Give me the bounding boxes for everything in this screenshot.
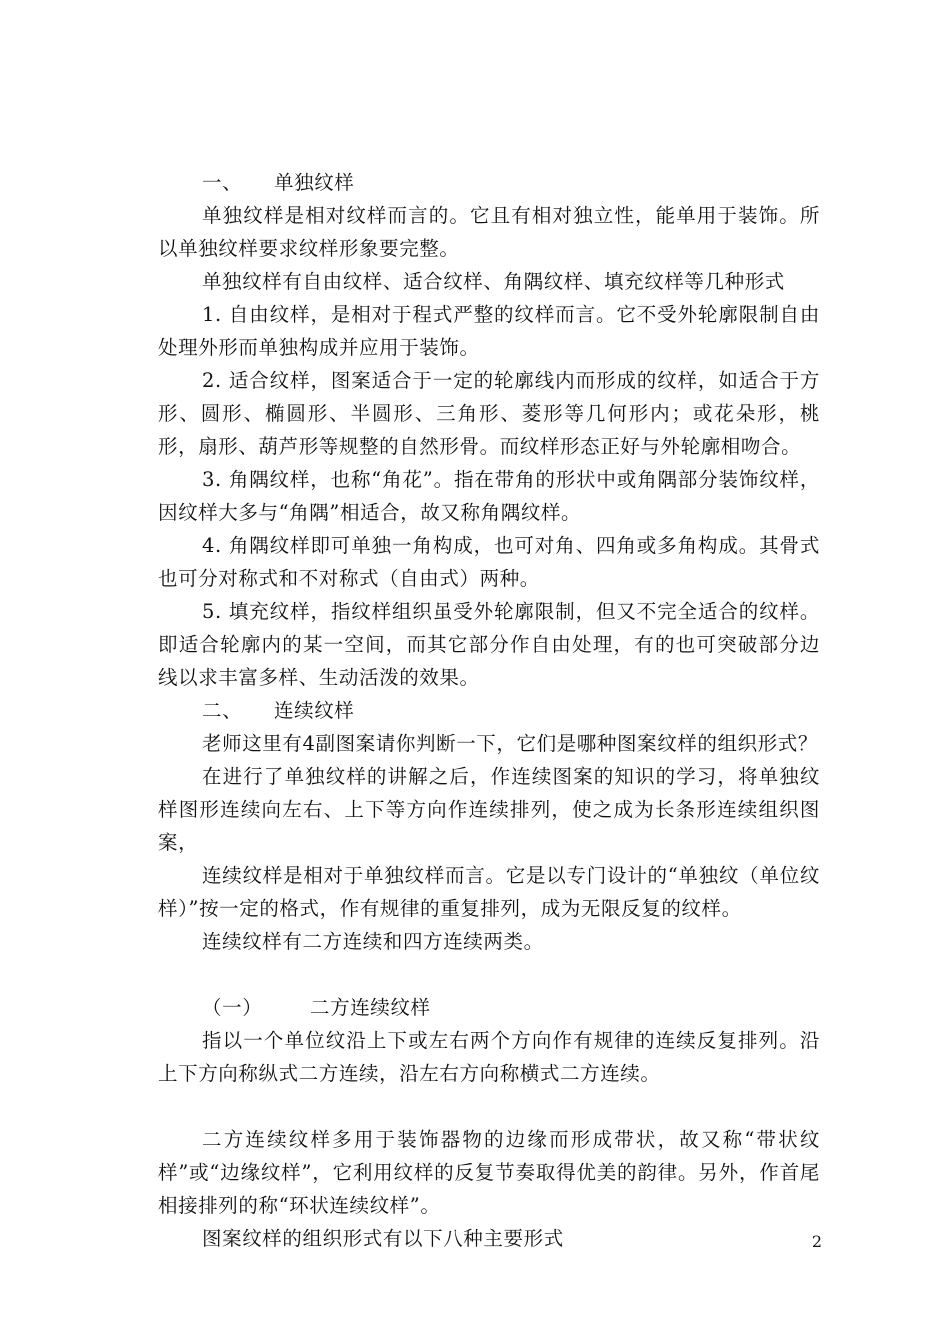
paragraph: 连续纹样有二方连续和四方连续两类。 bbox=[202, 930, 544, 953]
paragraph: 老师这里有4副图案请你判断一下，它们是哪种图案纹样的组织形式？ bbox=[202, 732, 819, 755]
section-number: （一） bbox=[202, 996, 263, 1019]
section-title: 单独纹样 bbox=[274, 171, 355, 194]
blank-line bbox=[158, 1090, 820, 1123]
paragraph: 二方连续纹样多用于装饰器物的边缘而形成带状，故又称“带状纹样”或“边缘纹样”，它利用纹样的反复节奏取得优美的韵律。另外，作首尾相接排列的称“环状连续纹样”。 bbox=[158, 1128, 820, 1217]
section-heading bbox=[158, 166, 820, 199]
page-number: 2 bbox=[811, 1232, 822, 1251]
paragraph: 连续纹样是相对于单独纹样而言。它是以专门设计的“单独纹（单位纹样）”按一定的格式，作有规律的重复排列，成为无限反复的纹样。 bbox=[158, 864, 820, 920]
document-body bbox=[158, 166, 820, 1255]
section-title: 二方连续纹样 bbox=[310, 996, 431, 1019]
section-number: 二、 bbox=[202, 699, 243, 722]
paragraph: 2. 适合纹样，图案适合于一定的轮廓线内而形成的纹样，如适合于方形、圆形、椭圆形、半圆形、三角形、菱形等几何形内；或花朵形，桃形，扇形、葫芦形等规整的自然形骨。而纹样形态正好与外轮廓相吻合。 bbox=[158, 369, 820, 458]
paragraph: 指以一个单位纹沿上下或左右两个方向作有规律的连续反复排列。沿上下方向称纵式二方连续，沿左右方向称横式二方连续。 bbox=[158, 1029, 820, 1085]
section-heading bbox=[158, 991, 820, 1024]
paragraph: 3. 角隅纹样，也称“角花”。指在带角的形状中或角隅部分装饰纹样，因纹样大多与“角隅”相适合，故又称角隅纹样。 bbox=[158, 468, 820, 524]
section-heading bbox=[158, 694, 820, 727]
blank-line bbox=[158, 958, 820, 991]
paragraph: 5. 填充纹样，指纹样组织虽受外轮廓限制，但又不完全适合的纹样。即适合轮廓内的某一空间，而其它部分作自由处理，有的也可突破部分边线以求丰富多样、生动活泼的效果。 bbox=[158, 600, 820, 689]
paragraph: 4. 角隅纹样即可单独一角构成，也可对角、四角或多角构成。其骨式也可分对称式和不对称式（自由式）两种。 bbox=[158, 534, 820, 590]
paragraph: 图案纹样的组织形式有以下八种主要形式 bbox=[202, 1227, 564, 1250]
paragraph: 单独纹样是相对纹样而言的。它且有相对独立性，能单用于装饰。所以单独纹样要求纹样形象要完整。 bbox=[158, 204, 820, 260]
paragraph: 单独纹样有自由纹样、适合纹样、角隅纹样、填充纹样等几种形式 bbox=[202, 270, 785, 293]
paragraph: 在进行了单独纹样的讲解之后，作连续图案的知识的学习，将单独纹样图形连续向左右、上下等方向作连续排列，使之成为长条形连续组织图案， bbox=[158, 765, 820, 854]
paragraph: 1. 自由纹样，是相对于程式严整的纹样而言。它不受外轮廓限制自由处理外形而单独构成并应用于装饰。 bbox=[158, 303, 820, 359]
section-number: 一、 bbox=[202, 171, 243, 194]
section-title: 连续纹样 bbox=[274, 699, 355, 722]
